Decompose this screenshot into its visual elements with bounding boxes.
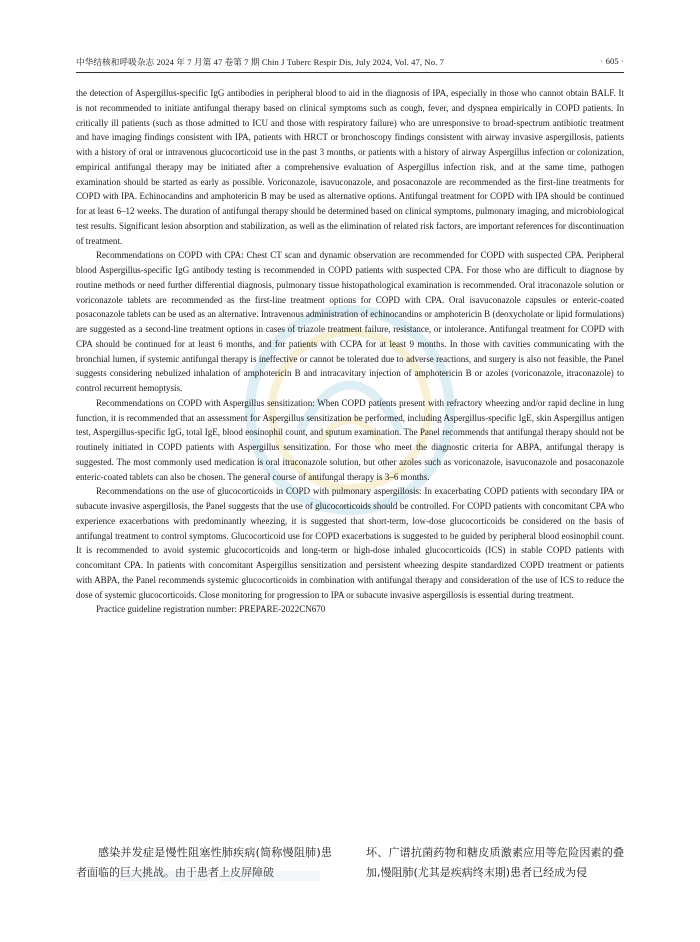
paragraph-cpa: Recommendations on COPD with CPA: Chest CT scan and dynamic observation are recommended for COPD with suspected CPA. Peripheral blood Aspergillus-specific IgG antibody testing is recommended in COPD patients with suspected CPA. For those who are difficult to diagnose by routine methods or need further differential diagnosis, pulmonary tissue histopathological examination is recommended. Oral itraconazole solution or voriconazole tablets are recommended as the first-line treatment options for COPD with CPA. Oral isavuconazole capsules or enteric-coated posaconazole tablets can be used as an alternative. Intravenous administration of echinocandins or amphotericin B (deoxycholate or lipid formulations) are suggested as a second-line treatment options in cases of triazole treatment failure, resistance, or intolerance. Antifungal treatment for COPD with CPA should be continued for at least 6 months, and for patients with CCPA for at least 9 months. In those with cavities communicating with the bronchial lumen, if systemic antifungal therapy is ineffective or cannot be tolerated due to adverse reactions, and surgery is also not feasible, the Panel suggests considering nebulized inhalation of amphotericin B and intracavitary injection of amphotericin B or azoles (voriconazole, itraconazole) to control recurrent hemoptysis. xyxy=(76,250,624,393)
page-number: · 605 · xyxy=(600,56,624,66)
registration-number: Practice guideline registration number: PREPARE-2022CN670 xyxy=(96,604,326,615)
journal-citation: 中华结核和呼吸杂志 2024 年 7 月第 47 卷第 7 期 Chin J Tuberc Respir Dis, July 2024, Vol. 47, No. 7 xyxy=(76,57,444,67)
chinese-text-right: 坏、广谱抗菌药物和糖皮质激素应用等危险因素的叠加,慢阻肺(尤其是疾病终末期)患者已经成为侵 xyxy=(366,846,624,879)
article-body xyxy=(76,86,624,617)
paragraph-ipa: the detection of Aspergillus-specific IgG antibodies in peripheral blood to aid in the diagnosis of IPA, especially in those who cannot obtain BALF. It is not recommended to initiate antifungal therapy based on clinical symptoms such as cough, fever, and dyspnea empirically in COPD patients. In critically ill patients (such as those admitted to ICU and those with respiratory failure) who are unresponsive to broad-spectrum antibiotic treatment and have imaging findings consistent with IPA, patients with HRCT or bronchoscopy findings consistent with airway invasive aspergillosis, patients with a history of oral or intravenous glucocorticoid use in the past 3 months, or patients with a history of airway Aspergillus infection or colonization, empirical antifungal therapy may be initiated after a comprehensive evaluation of Aspergillus infection risk, and at the same time, pathogen examination should be started as early as possible. Voriconazole, isavuconazole, and posaconazole are recommended as the first-line treatments for COPD with IPA. Echinocandins and amphotericin B may be used as alternative options. Antifungal treatment for COPD with IPA should be continued for at least 6–12 weeks. The duration of antifungal therapy should be determined based on clinical symptoms, pulmonary imaging, and microbiological test results. Significant lesion absorption and stabilization, as well as the elimination of related risk factors, are important references for discontinuation of treatment. xyxy=(76,88,624,246)
header-rule xyxy=(76,72,624,73)
paragraph-glucocorticoids: Recommendations on the use of glucocorticoids in COPD with pulmonary aspergillosis: In exacerbating COPD patients with secondary IPA or subacute invasive aspergillosis, the Panel suggests that the use of glucocorticoids should be controlled. For COPD patients with concomitant CPA who experience exacerbations with predominantly wheezing, it is suggested that short-term, low-dose glucocorticoids be considered on the basis of antifungal treatment to control symptoms. Glucocorticoid use for COPD exacerbations is suggested to be guided by peripheral blood eosinophil count. It is recommended to avoid systemic glucocorticoids and long-term or high-dose inhaled glucocorticoids (ICS) in stable COPD patients with concomitant CPA. In patients with concomitant Aspergillus sensitization and persistent wheezing despite standardized COPD treatment or patients with ABPA, the Panel recommends systemic glucocorticoids in combination with antifungal therapy and consideration of the use of ICS to reduce the dose of systemic glucocorticoids. Close monitoring for progression to IPA or subacute invasive aspergillosis is essential during treatment. xyxy=(76,486,624,600)
running-header xyxy=(76,56,624,70)
paragraph-sensitization: Recommendations on COPD with Aspergillus sensitization: When COPD patients present with refractory wheezing and/or rapid decline in lung function, it is recommended that an assessment for Aspergillus sensitization be performed, including Aspergillus-specific IgE, skin Aspergillus antigen test, Aspergillus-specific IgG, total IgE, blood eosinophil count, and sputum examination. The Panel recommends that antifungal therapy should not be routinely initiated in COPD patients with Aspergillus sensitization. For those who meet the diagnostic criteria for ABPA, antifungal therapy is suggested. The most commonly used medication is oral itraconazole solution, but other azoles such as voriconazole, isavuconazole and posaconazole enteric-coated tablets can also be chosen. The general course of antifungal therapy is 3–6 months. xyxy=(76,397,624,482)
chinese-text-left: 感染并发症是慢性阻塞性肺疾病(简称慢阻肺)患者面临的巨大挑战。由于患者上皮屏障破 xyxy=(76,846,332,879)
